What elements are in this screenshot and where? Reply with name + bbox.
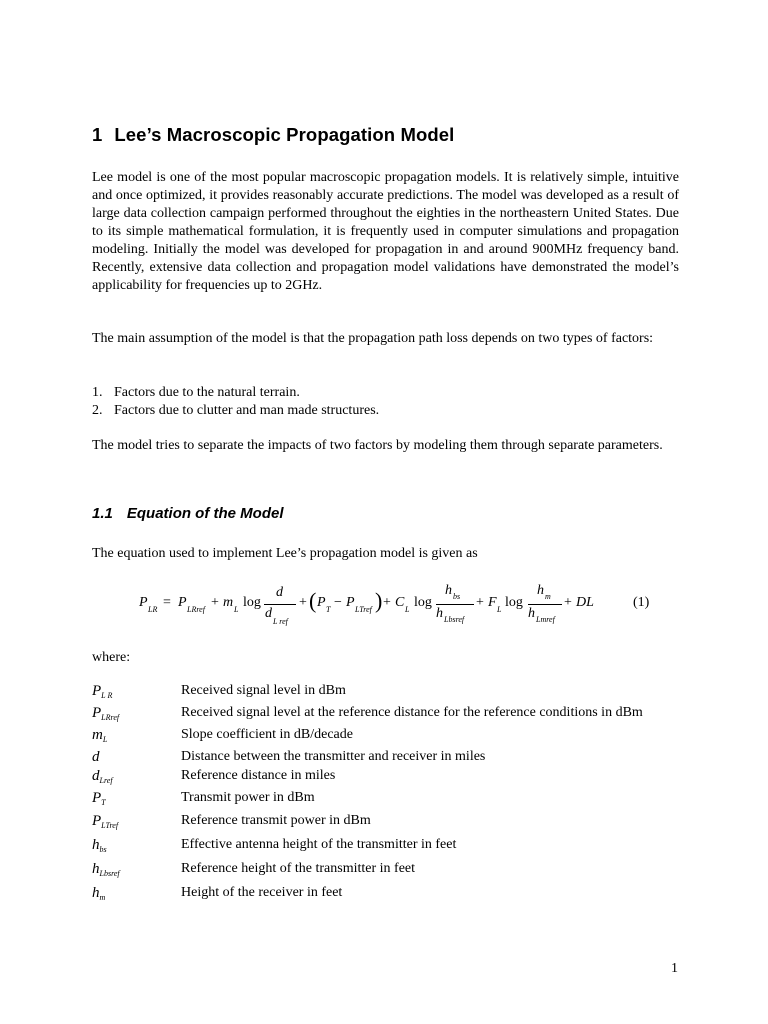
- symbol: $d_{Lref}$: [92, 768, 113, 785]
- symbol: $h_{Lbsref}$: [92, 861, 120, 878]
- list-item: [92, 727, 712, 749]
- eq-log-2: log: [414, 595, 432, 610]
- eq-DL: DL: [576, 595, 594, 610]
- eq-h-lmref: h: [528, 606, 535, 621]
- symbol-definitions: [92, 683, 712, 907]
- equation-number: (1): [633, 595, 650, 610]
- eq-sub-lref: L ref: [273, 617, 288, 626]
- eq-sub-t: T: [326, 605, 331, 614]
- eq-P-lrref: P: [178, 595, 187, 610]
- symbol: d: [92, 749, 100, 765]
- eq-P-lr: P: [139, 595, 148, 610]
- eq-minus: −: [334, 595, 342, 610]
- eq-sub-lr: LR: [148, 605, 158, 614]
- page-number: 1: [671, 961, 678, 976]
- list-item: [92, 861, 712, 885]
- list-item-text: Factors due to the natural terrain.: [114, 385, 300, 400]
- list-item: [92, 790, 712, 813]
- symbol-description: Distance between the transmitter and receiver in miles: [181, 749, 486, 764]
- symbol-description: Received signal level at the reference distance for the reference conditions in dBm: [181, 705, 643, 720]
- list-item: [92, 768, 712, 790]
- eq-frac-bar-2: [436, 604, 474, 605]
- factor-list: [92, 384, 379, 420]
- symbol-description: Effective antenna height of the transmitter in feet: [181, 837, 457, 852]
- eq-sub-lbsref: Lbsref: [444, 615, 465, 624]
- symbol-description: Transmit power in dBm: [181, 790, 315, 805]
- eq-F: F: [488, 595, 497, 610]
- symbol-description: Reference distance in miles: [181, 768, 336, 783]
- eq-d-den: d: [265, 606, 272, 621]
- eq-sub-m: m: [545, 592, 551, 601]
- symbol: $P_{LRref}$: [92, 705, 120, 722]
- symbol: $h_m$: [92, 885, 106, 902]
- eq-d-num: d: [276, 585, 283, 600]
- eq-h-bs: h: [445, 583, 452, 598]
- subsection-title: Equation of the Model: [126, 505, 284, 522]
- assumption-paragraph: The main assumption of the model is that the propagation path loss depends on two types of factors:: [92, 331, 654, 346]
- list-item-number: 2.: [92, 403, 103, 418]
- section-number: 1: [92, 124, 103, 145]
- eq-log-3: log: [505, 595, 523, 610]
- eq-sub-ltref: LTref: [355, 605, 372, 614]
- eq-h-m: h: [537, 583, 544, 598]
- symbol-description: Reference transmit power in dBm: [181, 813, 371, 828]
- eq-h-lbsref: h: [436, 606, 443, 621]
- where-label: where:: [92, 650, 131, 665]
- eq-sub-lrref: LRref: [187, 605, 205, 614]
- subsection-heading: [92, 505, 284, 522]
- section-title: Lee’s Macroscopic Propagation Model: [114, 124, 455, 145]
- eq-log-1: log: [243, 595, 261, 610]
- equation-intro: The equation used to implement Lee’s propagation model is given as: [92, 546, 478, 561]
- eq-rparen: ): [375, 588, 383, 613]
- symbol: $m_L$: [92, 727, 108, 744]
- list-item: [92, 384, 379, 402]
- eq-sub-F-L: L: [497, 605, 502, 614]
- list-item-number: 1.: [92, 385, 103, 400]
- eq-plus-1: +: [211, 595, 219, 610]
- eq-plus-3: +: [383, 595, 391, 610]
- eq-P-ltref: P: [346, 595, 355, 610]
- subsection-number: 1.1: [92, 505, 113, 522]
- eq-frac-bar-1: [264, 604, 296, 605]
- symbol: $P_T$: [92, 790, 106, 807]
- symbol-description: Height of the receiver in feet: [181, 885, 343, 900]
- eq-equals: =: [163, 595, 171, 610]
- symbol-description: Slope coefficient in dB/decade: [181, 727, 353, 742]
- eq-sub-lmref: Lmref: [536, 615, 555, 624]
- list-item: [92, 683, 712, 705]
- list-item: [92, 402, 379, 420]
- list-item-text: Factors due to clutter and man made structures.: [114, 403, 380, 418]
- list-item: [92, 813, 712, 837]
- eq-lparen: (: [309, 588, 317, 613]
- symbol: $h_{bs}$: [92, 837, 107, 854]
- eq-plus-5: +: [564, 595, 572, 610]
- eq-C: C: [395, 595, 405, 610]
- lee-equation: [0, 575, 768, 635]
- separation-paragraph: The model tries to separate the impacts of two factors by modeling them through separate parameters.: [92, 438, 663, 453]
- list-item: [92, 885, 712, 907]
- eq-P-t: P: [317, 595, 326, 610]
- list-item: [92, 705, 712, 727]
- eq-m: m: [223, 595, 234, 610]
- list-item: [92, 837, 712, 861]
- eq-sub-C-L: L: [405, 605, 410, 614]
- eq-sub-bs: bs: [453, 592, 461, 601]
- symbol-description: Received signal level in dBm: [181, 683, 346, 698]
- symbol: $P_{L R}$: [92, 683, 113, 700]
- symbol: $P_{LTref}$: [92, 813, 119, 830]
- eq-sub-m-L: L: [234, 605, 239, 614]
- section-heading: [92, 124, 454, 146]
- eq-frac-bar-3: [528, 604, 562, 605]
- list-item: [92, 749, 712, 768]
- eq-plus-4: +: [476, 595, 484, 610]
- intro-paragraph: Lee model is one of the most popular macroscopic propagation models. It is relatively simple, intuitive and once optimized, it provides reasonably accurate predictions. The model was developed as a result of large data collection campaign performed throughout the eighties in the northeastern United States. Due to its simple mathematical formulation, it is frequently used in computer simulations and propagation modeling. Initially the model was developed for propagation in and around 900MHz frequency band. Recently, extensive data collection and propagation model validations have demonstrated the model’s applicability for frequencies up to 2GHz.: [92, 170, 679, 293]
- symbol-description: Reference height of the transmitter in feet: [181, 861, 416, 876]
- eq-plus-2: +: [299, 595, 307, 610]
